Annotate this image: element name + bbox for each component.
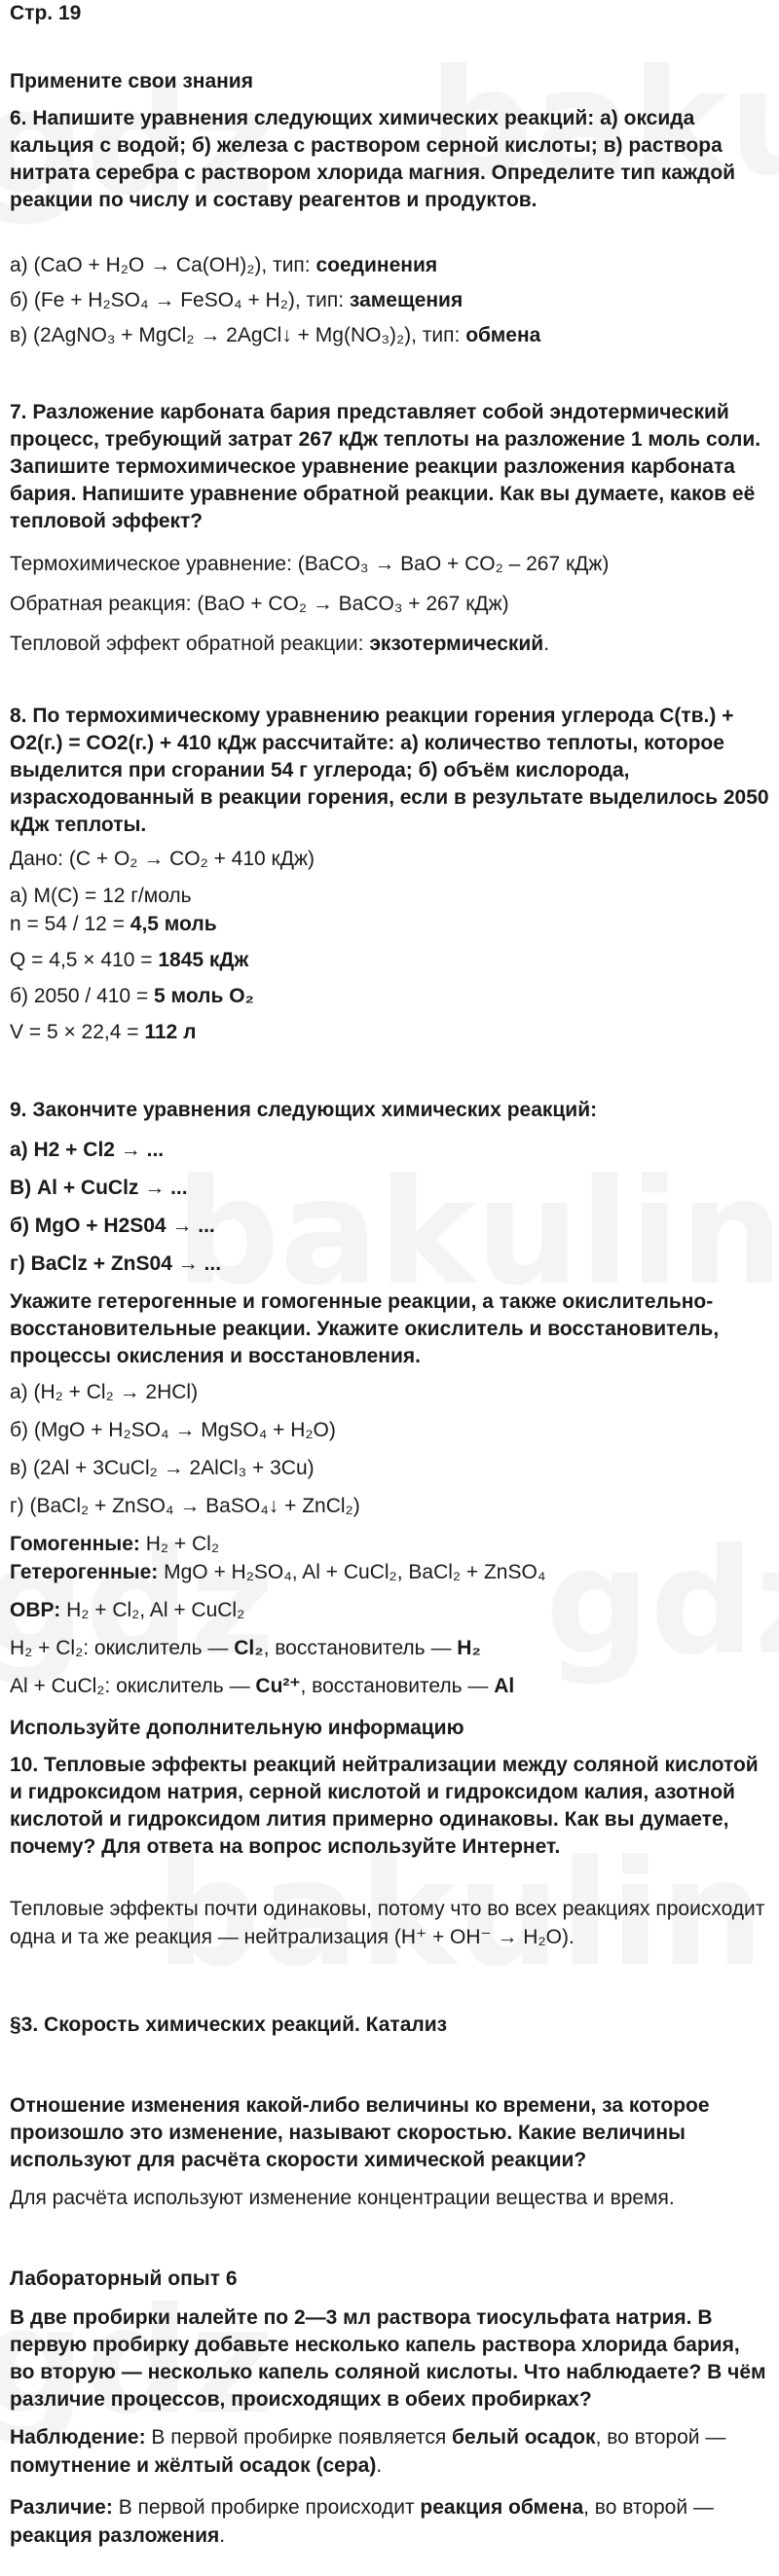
- lab-title: Лабораторный опыт 6: [10, 2268, 238, 2290]
- task-9-answers: [10, 1378, 769, 1700]
- task-instruction: Укажите гетерогенные и гомогенные реакции, а также окислительно-восстановительные реакции. Укажите окислитель и восстановитель, процессы окисления и восстановления.: [10, 1290, 720, 1367]
- answer-line: ОВР: H₂ + Cl₂, Al + CuCl₂: [10, 1599, 245, 1621]
- answer-line: а) (CaO + H₂O → Ca(OH)₂), тип: соединения: [10, 254, 438, 276]
- task-10: [10, 1752, 769, 1861]
- task-9: [10, 1097, 769, 1124]
- section-title: §3. Скорость химических реакций. Катализ: [10, 2014, 448, 2036]
- answer-line: в) (2AgNO₃ + MgCl₂ → 2AgCl↓ + Mg(NO₃)₂), тип: обмена: [10, 324, 541, 346]
- lab-answers: [10, 2423, 769, 2550]
- answer-line: б) (MgO + H₂SO₄ → MgSO₄ + H₂O): [10, 1419, 336, 1441]
- task-item: г) BaClz + ZnS04 → ...: [10, 1252, 222, 1275]
- answer-line: в) (2Al + 3CuCl₂ → 2AlCl₃ + 3Cu): [10, 1457, 315, 1479]
- section-apply: [10, 68, 769, 95]
- speed-question-block: [10, 2092, 769, 2174]
- answer-line: Гомогенные: H₂ + Cl₂: [10, 1533, 219, 1555]
- answer-line: Q = 4,5 × 410 = 1845 кДж: [10, 949, 249, 971]
- task-9-items: [10, 1137, 769, 1278]
- section-title: Примените свои знания: [10, 70, 253, 92]
- answer-line: Тепловой эффект обратной реакции: экзотермический.: [10, 633, 550, 655]
- task-question: 9. Закончите уравнения следующих химических реакций:: [10, 1099, 598, 1121]
- lab-experiment: [10, 2266, 769, 2293]
- answer-line: а) M(C) = 12 г/моль: [10, 885, 192, 907]
- difference: Различие: В первой пробирке происходит реакция обмена, во второй — реакция разложения.: [10, 2496, 714, 2547]
- task-7-answers: [10, 550, 769, 658]
- answer-line: а) (H₂ + Cl₂ → 2HCl): [10, 1381, 199, 1403]
- task-6-answers: [10, 251, 769, 349]
- task-question: 8. По термохимическому уравнению реакции горения углерода C(тв.) + O2(г.) = CO2(г.) + 410 кДж рассчитайте: а) количество теплоты, которое выделится при сгорании 54 г углерода; б) объём кислорода, израсходованный в реакции горения, если в результате выделилось 2050 кДж теплоты.: [10, 705, 769, 836]
- answer-line: Обратная реакция: (BaO + CO₂ → BaCO₃ + 267 кДж): [10, 593, 509, 615]
- lab-question-block: [10, 2304, 769, 2413]
- answer-line: Al + CuCl₂: окислитель — Cu²⁺, восстановитель — Al: [10, 1675, 515, 1697]
- answer-line: V = 5 × 22,4 = 112 л: [10, 1021, 197, 1043]
- task-question: 10. Тепловые эффекты реакций нейтрализации между соляной кислотой и гидроксидом натрия, серной кислотой и гидроксидом калия, азотной кислотой и гидроксидом лития примерно одинаковы. Как вы думаете, почему? Для ответа на вопрос используйте Интернет.: [10, 1754, 759, 1858]
- task-10-answer: [10, 1895, 769, 1951]
- section-title: Используйте дополнительную информацию: [10, 1717, 464, 1739]
- answer-line: б) 2050 / 410 = 5 моль O₂: [10, 985, 254, 1007]
- task-question: В две пробирки налейте по 2—3 мл раствора тиосульфата натрия. В первую пробирку добавьте несколько капель раствора хлорида бария, во вторую — несколько капель соляной кислоты. Что наблюдаете? В чём различие процессов, происходящих в обеих пробирках?: [10, 2306, 766, 2411]
- answer-line: б) (Fe + H₂SO₄ → FeSO₄ + H₂), тип: замещения: [10, 289, 464, 311]
- task-question: 6. Напишите уравнения следующих химических реакций: а) оксида кальция с водой; б) железа с раствором серной кислоты; в) раствора нитрата серебра с раствором хлорида магния. Определите тип каждой реакции по числу и составу реагентов и продуктов.: [10, 107, 736, 211]
- task-question: 7. Разложение карбоната бария представляет собой эндотермический процесс, требующий затрат 267 кДж теплоты на разложение 1 моль соли. Запишите термохимическое уравнение реакции разложения карбоната бария. Напишите уравнение обратной реакции. Как вы думаете, каков её тепловой эффект?: [10, 401, 761, 532]
- task-item: В) Al + CuClz → ...: [10, 1177, 188, 1199]
- task-item: а) H2 + Cl2 → ...: [10, 1139, 165, 1161]
- section-3: [10, 2012, 769, 2039]
- answer-text: Для расчёта используют изменение концентрации вещества и время.: [10, 2187, 675, 2209]
- task-9-instruction: [10, 1288, 769, 1370]
- answer-line: H₂ + Cl₂: окислитель — Cl₂, восстановитель — H₂: [10, 1637, 481, 1659]
- page-number: Стр. 19: [10, 2, 82, 24]
- task-8: [10, 703, 769, 839]
- speed-answer-block: [10, 2184, 769, 2212]
- section-extra: [10, 1715, 769, 1742]
- task-item: б) MgO + H2S04 → ...: [10, 1215, 215, 1237]
- answer-line: Дано: (C + O₂ → CO₂ + 410 кДж): [10, 848, 315, 870]
- observation: Наблюдение: В первой пробирке появляется белый осадок, во второй — помутнение и жёлтый осадок (сера).: [10, 2426, 726, 2477]
- answer-line: n = 54 / 12 = 4,5 моль: [10, 913, 217, 935]
- task-question: Отношение изменения какой-либо величины ко времени, за которое произошло это изменение, называют скоростью. Какие величины используют для расчёта скорости химической реакции?: [10, 2094, 710, 2171]
- answer-text: Тепловые эффекты почти одинаковы, потому что во всех реакциях происходит одна и та же реакция — нейтрализация (H⁺ + OH⁻ → H₂O).: [10, 1898, 765, 1948]
- answer-line: г) (BaCl₂ + ZnSO₄ → BaSO₄↓ + ZnCl₂): [10, 1495, 360, 1517]
- task-6: [10, 105, 769, 214]
- task-8-answers: [10, 845, 769, 1046]
- task-7: [10, 399, 769, 535]
- answer-line: Гетерогенные: MgO + H₂SO₄, Al + CuCl₂, BaCl₂ + ZnSO₄: [10, 1561, 546, 1583]
- page-header: [10, 0, 769, 27]
- answer-line: Термохимическое уравнение: (BaCO₃ → BaO + CO₂ – 267 кДж): [10, 553, 610, 575]
